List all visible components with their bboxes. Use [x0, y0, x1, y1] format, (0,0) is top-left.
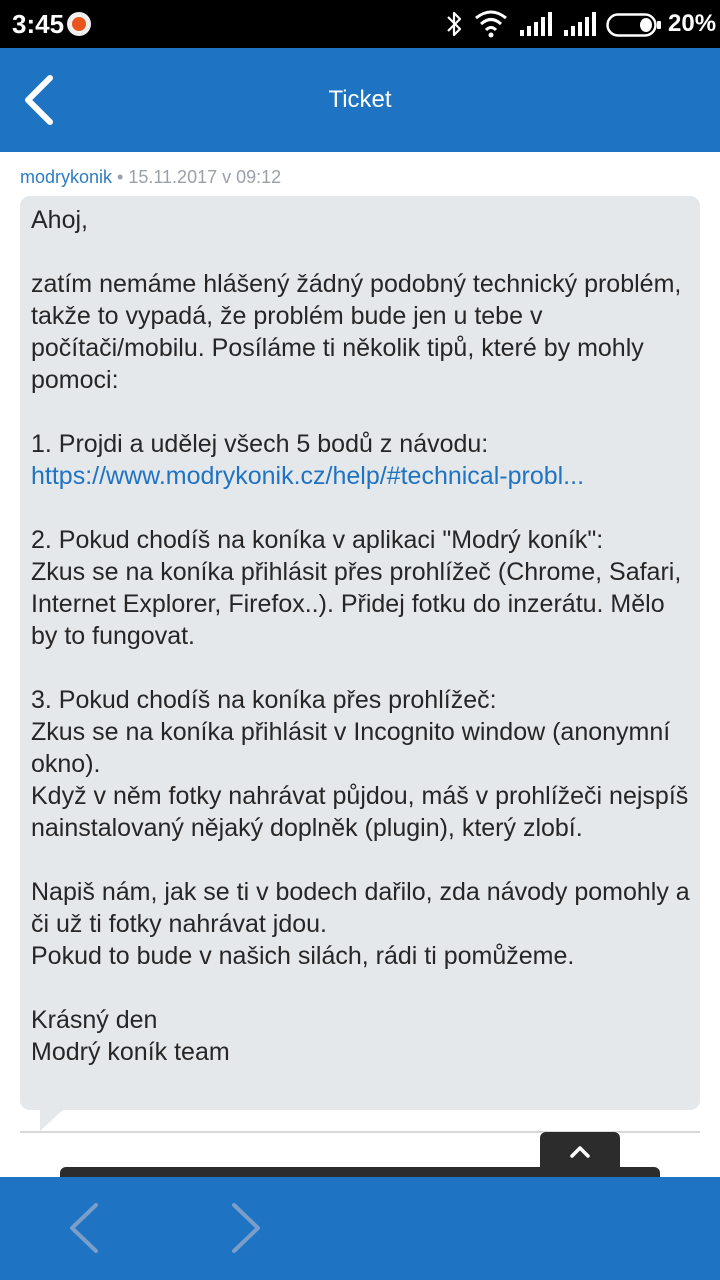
- status-time: 3:45: [12, 9, 65, 39]
- message-signoff: Krásný den: [31, 1006, 158, 1034]
- tip-2-body: Zkus se na koníka přihlásit přes prohlížeč (Chrome, Safari, Internet Explorer, Firefox..). Přidej fotku do inzerátu. Mělo by to fungovat.: [31, 558, 682, 650]
- message-meta: [20, 162, 281, 192]
- tip-3-note: Když v něm fotky nahrávat půjdou, máš v prohlížeči nejspíš nainstalovaný nějaký doplněk (plugin), který zlobí.: [31, 782, 689, 842]
- bubble-tail: [40, 1109, 64, 1131]
- scroll-to-top-button[interactable]: [540, 1132, 620, 1178]
- tip-2-title: 2. Pokud chodíš na koníka v aplikaci "Modrý koník":: [31, 526, 604, 554]
- tip-3-body: Zkus se na koníka přihlásit v Incognito window (anonymní okno).: [31, 718, 671, 778]
- tip-1-title: 1. Projdi a udělej všech 5 bodů z návodu:: [31, 430, 489, 458]
- back-button[interactable]: [14, 72, 70, 128]
- wifi-icon: [474, 8, 508, 38]
- chevron-left-icon: [14, 72, 70, 128]
- chevron-left-icon: [62, 1199, 106, 1257]
- app-bar: [0, 48, 720, 152]
- battery-percent: 20%: [668, 10, 717, 37]
- chevron-right-icon: [224, 1199, 268, 1257]
- message-date: 15.11.2017 v 09:12: [128, 167, 282, 187]
- page-title: Ticket: [328, 86, 392, 113]
- bluetooth-icon: [444, 10, 464, 38]
- message-intro: zatím nemáme hlášený žádný podobný technický problém, takže to vypadá, že problém bude jen u tebe v počítači/mobilu. Posíláme ti několik tipů, které by mohly pomoci:: [31, 270, 682, 394]
- meta-separator: •: [112, 167, 129, 187]
- message-greeting: Ahoj,: [31, 206, 88, 234]
- previous-button[interactable]: [62, 1199, 106, 1257]
- message-author[interactable]: modrykonik: [20, 167, 113, 187]
- message-outro-2: Pokud to bude v našich silách, rádi ti pomůžeme.: [31, 942, 575, 970]
- message-bubble: [20, 196, 700, 1110]
- signal-icon: [520, 12, 552, 36]
- tip-3-title: 3. Pokud chodíš na koníka přes prohlížeč:: [31, 686, 497, 714]
- help-link[interactable]: https://www.modrykonik.cz/help/#technical-probl...: [31, 462, 585, 490]
- next-button[interactable]: [224, 1199, 268, 1257]
- bottom-navigation: [0, 1177, 720, 1280]
- message-outro: Napiš nám, jak se ti v bodech dařilo, zda návody pomohly a či už ti fotky nahrávat jdou.: [31, 878, 690, 938]
- status-bar: [0, 0, 720, 48]
- message-signature: Modrý koník team: [31, 1038, 230, 1066]
- battery-icon: [606, 13, 662, 37]
- chevron-up-icon: [540, 1132, 620, 1178]
- notification-icon: [67, 12, 91, 36]
- signal-icon: [564, 12, 596, 36]
